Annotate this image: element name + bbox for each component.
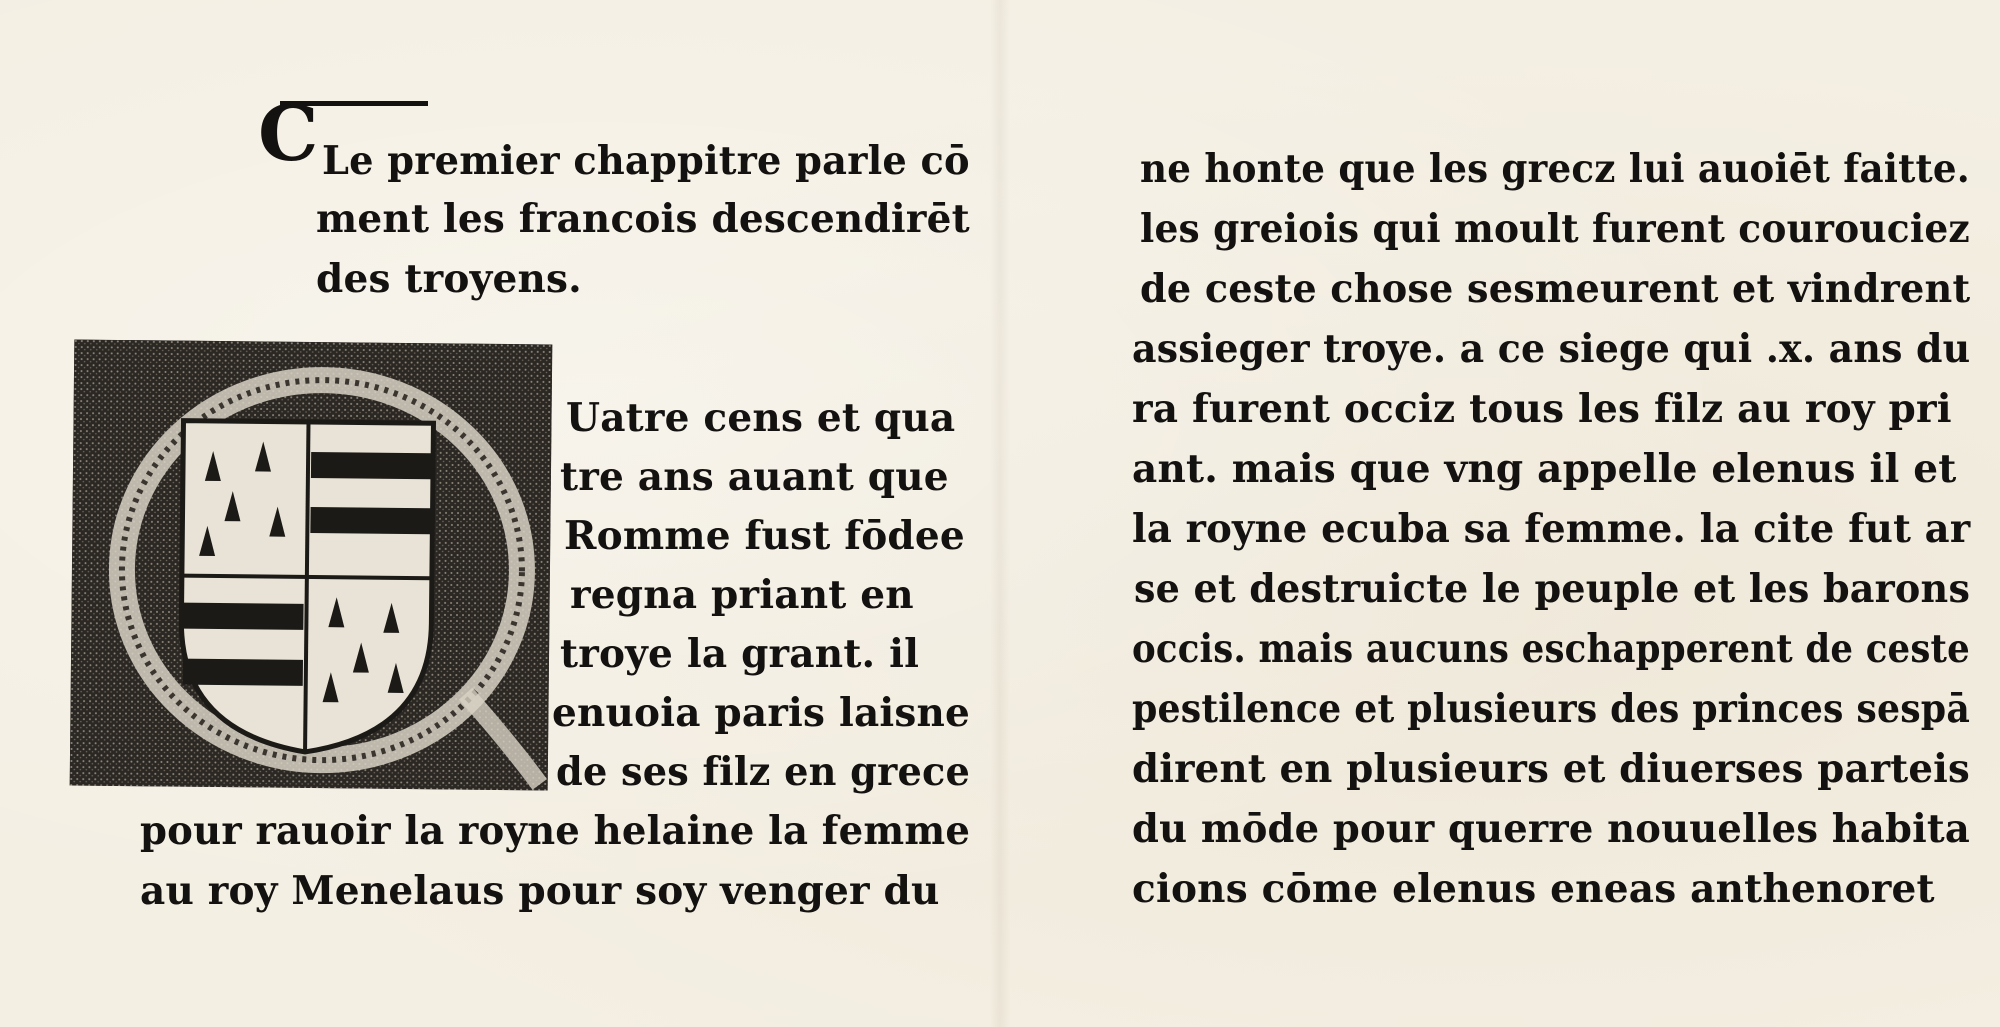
woodcut-initial-q-with-shield (70, 340, 553, 791)
right-body-line-9: occis. mais aucuns eschapperent de ceste (1132, 626, 1970, 672)
right-body-line-3: de ceste chose sesmeurent et vindrent (1140, 266, 1971, 312)
heading-line-1: Le premier chappitre parle cō (322, 138, 970, 184)
right-body-line-5: ra furent occiz tous les filz au roy pri (1132, 386, 1952, 432)
right-body-line-4: assieger troye. a ce siege qui .x. ans du (1132, 326, 1971, 372)
left-body-line-1: Uatre cens et qua (566, 395, 956, 441)
left-body-line-5: troye la grant. il (560, 631, 920, 677)
right-body-line-8: se et destruicte le peuple et les barons (1134, 566, 1971, 612)
heading-line-2: ment les francois descendirēt (316, 196, 970, 242)
left-body-line-4: regna priant en (570, 572, 914, 618)
left-body-line-9: au roy Menelaus pour soy venger du (140, 868, 940, 914)
right-body-line-13: cions cōme elenus eneas anthenoret (1132, 866, 1935, 912)
right-body-line-6: ant. mais que vng appelle elenus il et (1132, 446, 1957, 492)
left-body-line-8: pour rauoir la royne helaine la femme (140, 808, 971, 854)
armorial-shield-icon (70, 340, 553, 791)
right-body-line-1: ne honte que les grecz lui auoiēt faitte. (1140, 146, 1970, 192)
right-body-line-11: dirent en plusieurs et diuerses parteis (1132, 746, 1970, 792)
right-page (1000, 0, 1980, 1027)
left-body-line-7: de ses filz en grece (556, 749, 971, 795)
right-body-line-10: pestilence et plusieurs des princes sespā (1132, 686, 1970, 732)
left-body-line-3: Romme fust fōdee (564, 513, 965, 559)
right-body-line-2: les greiois qui moult furent courouciez (1140, 206, 1970, 252)
right-body-line-7: la royne ecuba sa femme. la cite fut ar (1132, 506, 1971, 552)
left-page (0, 0, 980, 1027)
heading-line-3: des troyens. (316, 256, 582, 302)
decorated-initial-c: C (258, 89, 319, 178)
right-body-line-12: du mōde pour querre nouuelles habita (1132, 806, 1970, 852)
left-body-line-6: enuoia paris laisne (552, 690, 971, 736)
left-body-line-2: tre ans auant que (560, 454, 949, 500)
